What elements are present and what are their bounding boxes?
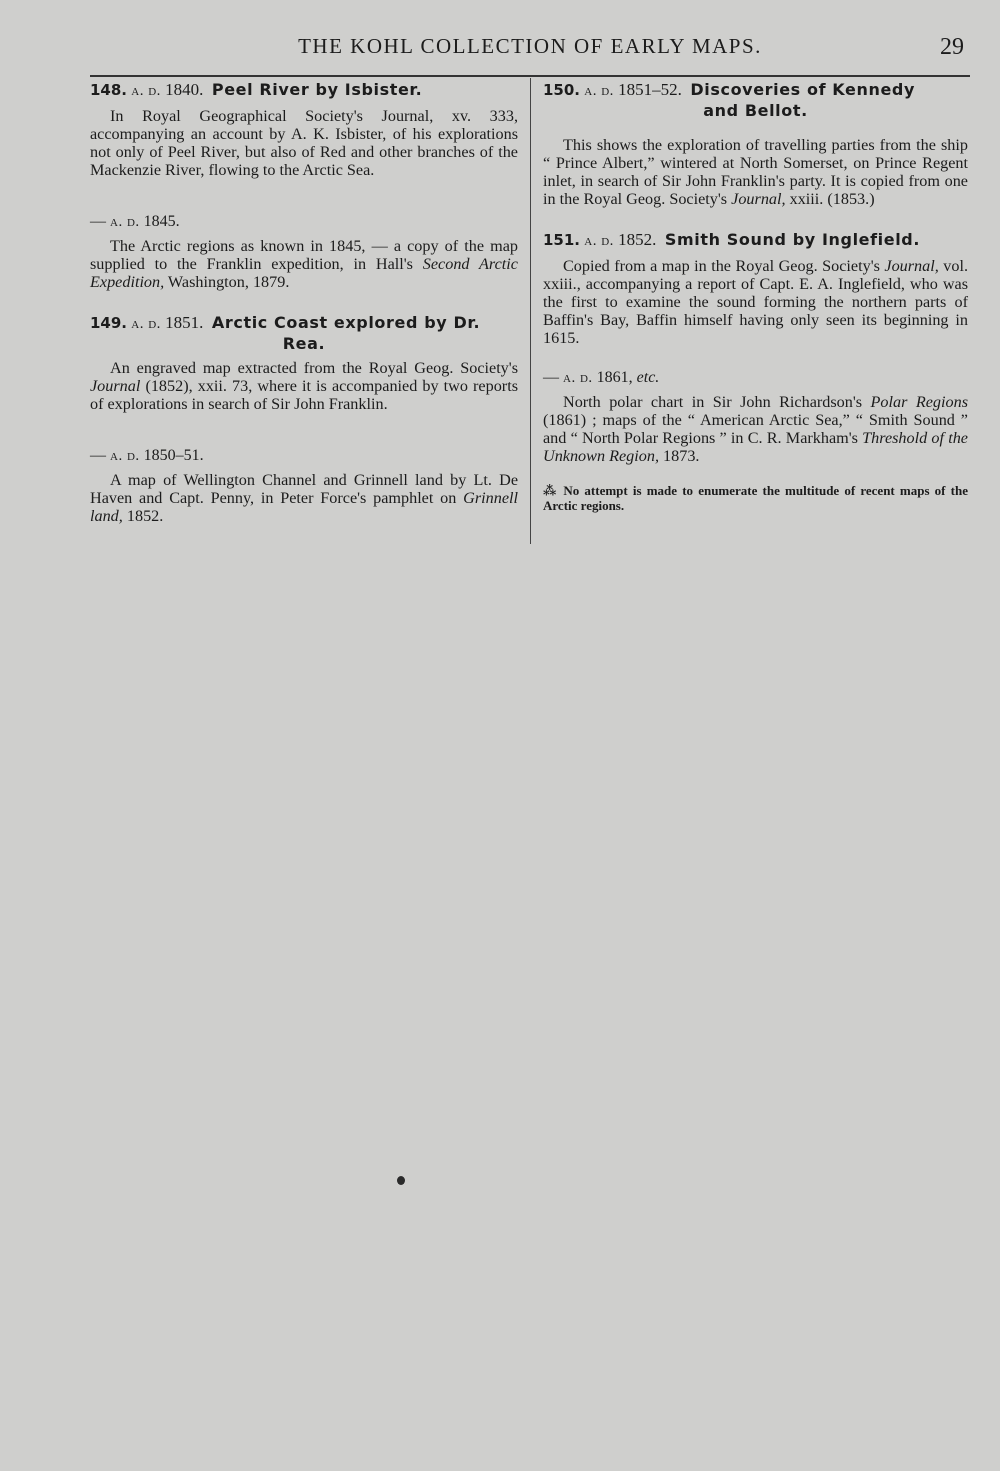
entry-title: Discoveries of Kennedy (690, 80, 915, 99)
entry-year: 1840. (165, 80, 204, 99)
entry-body: A map of Wellington Channel and Grinnell land by Lt. De Haven and Capt. Penny, in Peter Force's pamphlet on Grinnell land, 1852. (90, 471, 518, 525)
entry-year-suffix: etc. (636, 369, 660, 386)
entry-heading (90, 313, 518, 353)
entry-body: An engraved map extracted from the Royal Geog. Society's Journal (1852), xxii. 73, where it is accompanied by two reports of explorations in search of Sir John Franklin. (90, 359, 518, 413)
italic-title: Journal, (884, 257, 939, 275)
ad-label: a. d. (131, 316, 161, 332)
entry-body: In Royal Geographical Society's Journal, xv. 333, accompanying an account by A. K. Isbister, of his explorations not only of Peel River, but also of Red and other branches of the Mackenzie River, flowing to the Arctic Sea. (90, 107, 518, 179)
entry-1845 (90, 213, 518, 291)
ink-spot (397, 1176, 405, 1185)
entry-title: Arctic Coast explored by Dr. (211, 313, 481, 332)
entry-year: 1852. (618, 230, 657, 249)
page-number: 29 (940, 34, 964, 60)
entry-heading (543, 80, 968, 120)
entry-body: The Arctic regions as known in 1845, — a copy of the map supplied to the Franklin expedition, in Hall's Second Arctic Expedition, Washington, 1879. (90, 237, 518, 291)
asterism-mark: ⁂ (543, 483, 559, 498)
entry-149 (90, 313, 518, 413)
italic-title: Polar Regions (870, 393, 969, 411)
entry-year: 1845. (143, 213, 180, 230)
ad-label: a. d. (110, 448, 140, 464)
ad-label: a. d. (110, 214, 140, 230)
page-header (90, 34, 970, 74)
entry-1861 (543, 369, 968, 465)
ad-label: a. d. (584, 83, 614, 99)
entry-1850 (90, 447, 518, 525)
italic-title: Journal, (731, 190, 786, 208)
entry-body: North polar chart in Sir John Richardson's Polar Regions (1861) ; maps of the “ American Arctic Sea,” “ Smith Sound ” and “ North Polar Regions ” in C. R. Markham's Threshold of the Unknown Region, 1873. (543, 393, 969, 465)
italic-title: Journal (90, 377, 141, 395)
entry-148 (90, 80, 518, 179)
entry-title: Smith Sound by Inglefield. (664, 230, 921, 249)
sub-heading (543, 369, 968, 387)
entry-body: Copied from a map in the Royal Geog. Society's Journal, vol. xxiii., accompanying a report of Capt. E. A. Inglefield, who was the first to examine the sound forming the northern parts of Baffin's Bay, Baffin himself having only seen its beginning in 1615. (543, 257, 968, 347)
entry-number: 149. (90, 314, 128, 332)
dash: — (90, 213, 106, 230)
entry-year: 1861, (596, 369, 633, 386)
entry-number: 150. (543, 81, 581, 99)
italic-title: Grinnell land, (90, 489, 518, 525)
column-divider (530, 78, 531, 544)
ad-label: a. d. (584, 233, 614, 249)
dash: — (90, 447, 106, 464)
entry-number: 148. (90, 81, 128, 99)
entry-body: This shows the exploration of travelling parties from the ship “ Prince Albert,” wintered at North Somerset, on Prince Regent inlet, in search of Sir John Franklin's party. It is copied from one in the Royal Geog. Society's Journal, xxiii. (1853.) (543, 136, 968, 208)
entry-150 (543, 80, 968, 208)
footnote: ⁂ No attempt is made to enumerate the multitude of recent maps of the Arctic regions. (543, 483, 968, 513)
header-rule (90, 75, 970, 77)
italic-title: Second Arctic Expedition, (90, 255, 518, 291)
entry-title: Peel River by Isbister. (211, 80, 423, 99)
entry-151 (543, 230, 968, 347)
ad-label: a. d. (131, 83, 161, 99)
entry-title-continued: Rea. (282, 334, 326, 353)
sub-heading (90, 447, 518, 465)
entry-title-continued: and Bellot. (703, 101, 808, 120)
entry-number: 151. (543, 231, 581, 249)
running-title: THE KOHL COLLECTION OF EARLY MAPS. (298, 34, 762, 58)
dash: — (543, 369, 559, 386)
entry-year: 1851. (165, 313, 204, 332)
entry-year: 1851–52. (618, 80, 682, 99)
right-column (543, 80, 968, 513)
left-column (90, 80, 518, 525)
entry-year: 1850–51. (143, 447, 204, 464)
italic-title: Threshold of the Unknown Region, (543, 429, 968, 465)
ad-label: a. d. (563, 370, 593, 386)
entry-heading (543, 230, 968, 251)
entry-heading (90, 80, 518, 101)
sub-heading (90, 213, 518, 231)
